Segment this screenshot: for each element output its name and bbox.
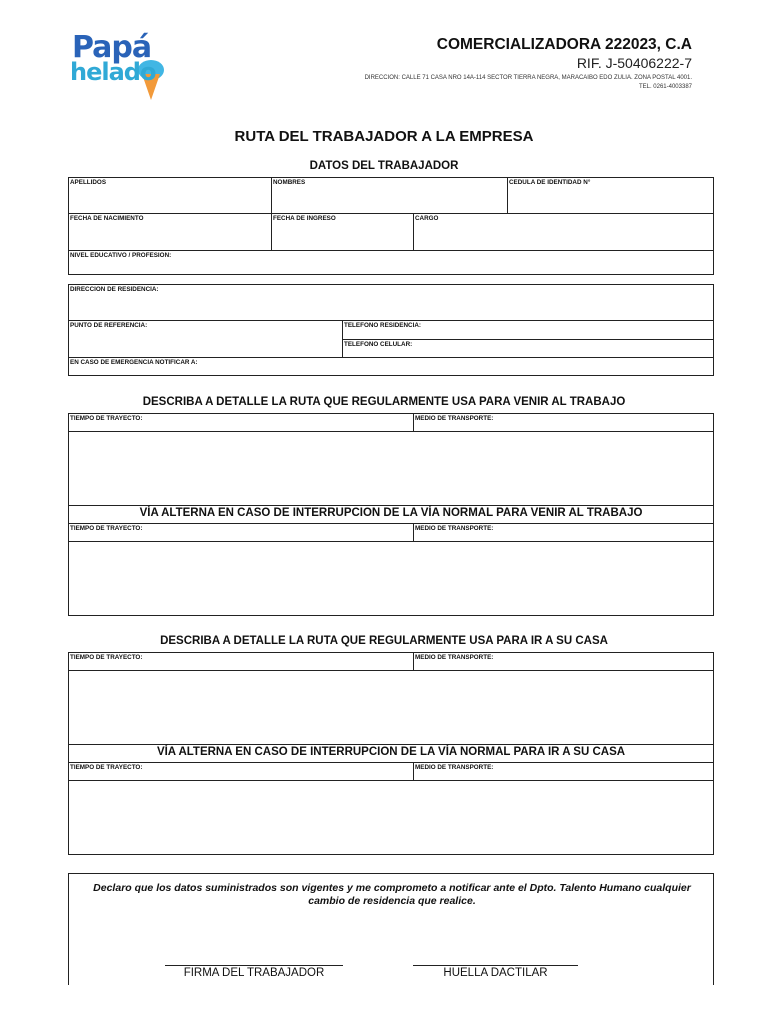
alt-route-home-header [68, 744, 714, 763]
cargo-field[interactable] [413, 213, 714, 251]
apellidos-field[interactable] [68, 177, 272, 214]
home-tiempo-trayecto-field[interactable] [68, 652, 414, 671]
alt-route-home-title: VÍA ALTERNA EN CASO DE INTERRUPCION DE LA VÍA NORMAL PARA IR A SU CASA [156, 746, 626, 758]
fingerprint-line[interactable] [413, 965, 578, 966]
route-home-title: DESCRIBA A DETALLE LA RUTA QUE REGULARMENTE USA PARA IR A SU CASA [160, 635, 608, 647]
punto-referencia-label: PUNTO DE REFERENCIA: [70, 322, 148, 329]
alt-home-medio-transporte-field[interactable] [413, 762, 714, 781]
fecha-nacimiento-field[interactable] [68, 213, 272, 251]
fecha-ingreso-field[interactable] [271, 213, 414, 251]
cedula-label: CEDULA DE IDENTIDAD N° [509, 179, 591, 186]
emergencia-field[interactable] [68, 357, 714, 376]
nivel-educativo-field[interactable] [68, 250, 714, 275]
telefono-celular-field[interactable] [342, 339, 714, 358]
work-route-description-area[interactable] [68, 431, 714, 506]
alt-home-tiempo-trayecto-field[interactable] [68, 762, 414, 781]
tiempo-trayecto-label: TIEMPO DE TRAYECTO: [70, 525, 143, 532]
tiempo-trayecto-label: TIEMPO DE TRAYECTO: [70, 764, 143, 771]
logo-text-line1: Papá [72, 30, 152, 65]
nombres-label: NOMBRES [273, 179, 306, 186]
telefono-residencia-label: TELEFONO RESIDENCIA: [344, 322, 421, 329]
direccion-field[interactable] [68, 284, 714, 321]
telefono-residencia-field[interactable] [342, 320, 714, 340]
worker-section-title: DATOS DEL TRABAJADOR [309, 160, 459, 172]
company-address: DIRECCION: CALLE 71 CASA NRO 14A-114 SECTOR TIERRA NEGRA, MARACAIBO EDO ZULIA. ZONA POSTAL 4001. TEL. 0261-4003387 [364, 75, 692, 90]
signature-line[interactable] [165, 965, 343, 966]
company-logo [68, 30, 172, 104]
home-medio-transporte-field[interactable] [413, 652, 714, 671]
fingerprint-label: HUELLA DACTILAR [443, 967, 548, 979]
alt-work-route-description-area[interactable] [68, 541, 714, 616]
tiempo-trayecto-label: TIEMPO DE TRAYECTO: [70, 415, 143, 422]
form-title: RUTA DEL TRABAJADOR A LA EMPRESA [234, 128, 534, 145]
alt-work-medio-transporte-field[interactable] [413, 523, 714, 542]
medio-transporte-label: MEDIO DE TRANSPORTE: [415, 654, 494, 661]
medio-transporte-label: MEDIO DE TRANSPORTE: [415, 415, 494, 422]
alt-home-route-description-area[interactable] [68, 780, 714, 855]
nivel-educativo-label: NIVEL EDUCATIVO / PROFESION: [70, 252, 172, 259]
apellidos-label: APELLIDOS [70, 179, 107, 186]
company-info [362, 36, 692, 92]
route-to-work-title: DESCRIBA A DETALLE LA RUTA QUE REGULARMENTE USA PARA VENIR AL TRABAJO [142, 396, 626, 408]
fecha-nacimiento-label: FECHA DE NACIMIENTO [70, 215, 144, 222]
work-medio-transporte-field[interactable] [413, 413, 714, 432]
medio-transporte-label: MEDIO DE TRANSPORTE: [415, 764, 494, 771]
cargo-label: CARGO [415, 215, 439, 222]
cedula-field[interactable] [507, 177, 714, 214]
alt-work-tiempo-trayecto-field[interactable] [68, 523, 414, 542]
medio-transporte-label: MEDIO DE TRANSPORTE: [415, 525, 494, 532]
company-name: COMERCIALIZADORA 222023, C.A [436, 36, 692, 53]
fecha-ingreso-label: FECHA DE INGRESO [273, 215, 336, 222]
logo-text-line2: helado [70, 58, 156, 86]
emergencia-label: EN CASO DE EMERGENCIA NOTIFICAR A: [70, 359, 198, 366]
home-route-description-area[interactable] [68, 670, 714, 745]
punto-referencia-field[interactable] [68, 320, 343, 358]
alt-route-to-work-header [68, 505, 714, 524]
nombres-field[interactable] [271, 177, 508, 214]
tiempo-trayecto-label: TIEMPO DE TRAYECTO: [70, 654, 143, 661]
alt-route-to-work-title: VÍA ALTERNA EN CASO DE INTERRUPCION DE LA VÍA NORMAL PARA VENIR AL TRABAJO [139, 507, 643, 519]
telefono-celular-label: TELEFONO CELULAR: [344, 341, 413, 348]
signature-label: FIRMA DEL TRABAJADOR [183, 967, 325, 979]
declaration-text: Declaro que los datos suministrados son vigentes y me comprometo a notificar ante el Dpto. Talento Humano cualquier cambio de residencia que realice. [93, 882, 691, 907]
work-tiempo-trayecto-field[interactable] [68, 413, 414, 432]
company-rif: RIF. J-50406222-7 [576, 55, 692, 71]
direccion-label: DIRECCION DE RESIDENCIA: [70, 286, 159, 293]
